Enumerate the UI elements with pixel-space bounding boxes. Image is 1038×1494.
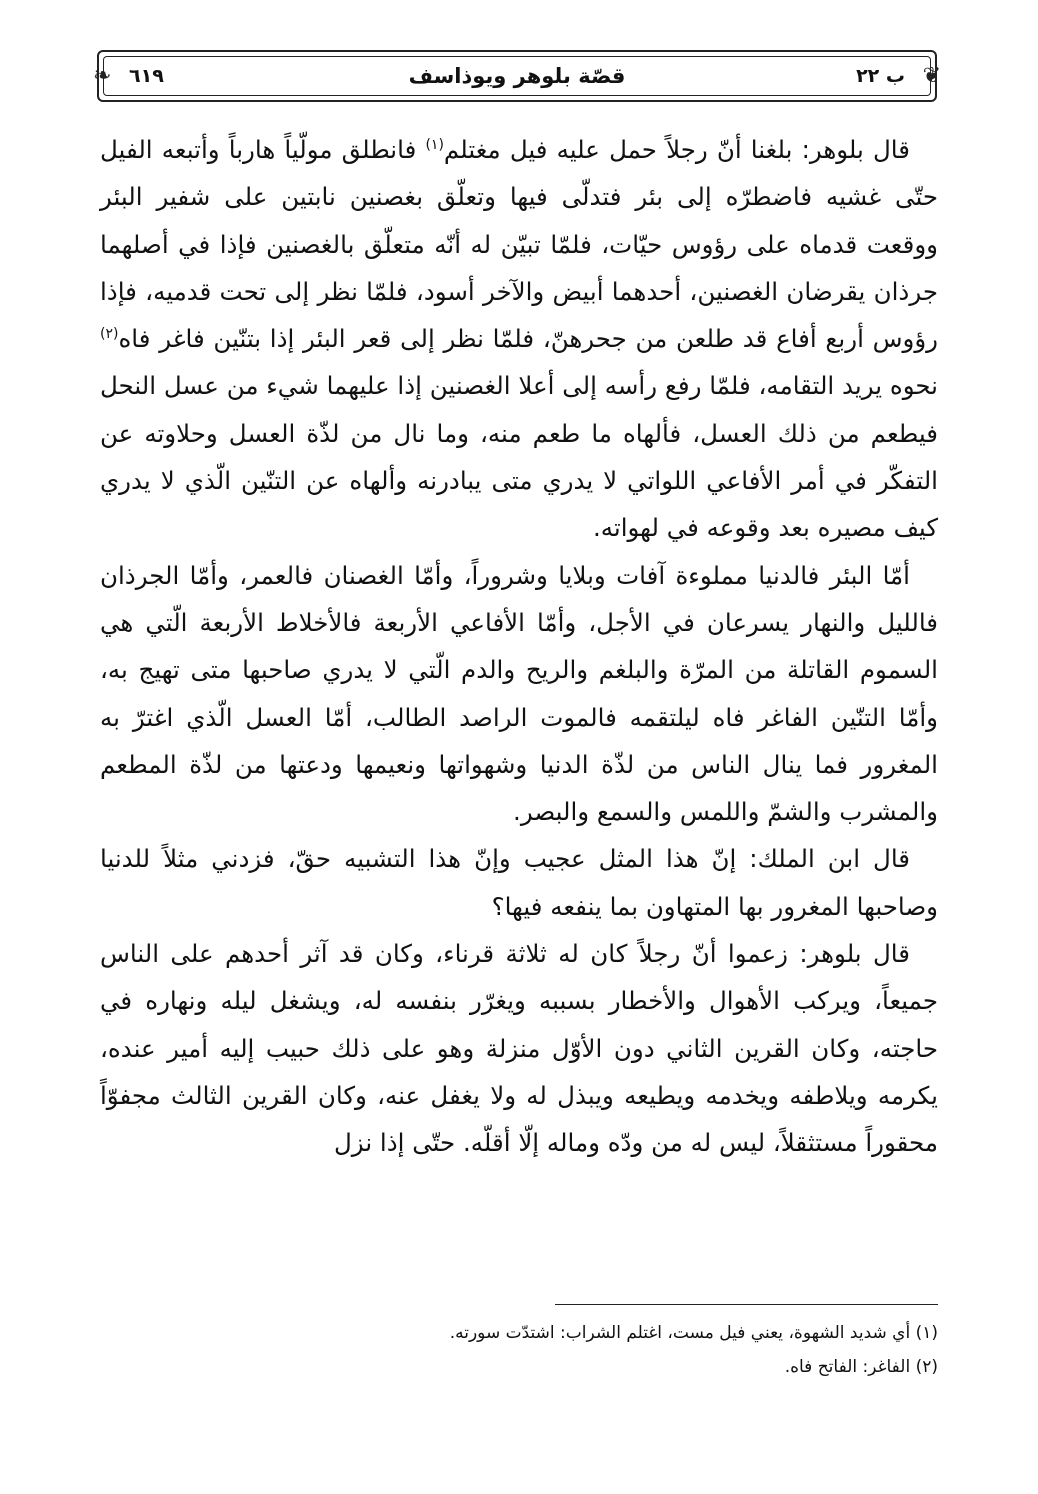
- running-title: قصّة بلوهر ويوذاسف: [408, 64, 626, 88]
- footnote-ref-1: (١): [425, 136, 444, 153]
- footnote-divider: [555, 1304, 938, 1305]
- paragraph: قال بلوهر: زعموا أنّ رجلاً كان له ثلاثة قرناء، وكان قد آثر أحدهم على الناس جميعاً، ويركب الأهوال والأخطار بسببه ويغرّر بنفسه له، ويشغل ليله ونهاره في حاجته، وكان القرين الثاني دون الأوّل منزلة وهو على ذلك حبيب إليه أمير عنده، يكرمه ويلاطفه ويخدمه ويطيعه ويبذل له ولا يغفل عنه، وكان القرين الثالث مجفوّاً محقوراً مستثقلاً، ليس له من ودّه وماله إلّا أقلّه. حتّى إذا نزل: [100, 939, 938, 1158]
- header-ornament-right-icon: ❦: [922, 63, 941, 89]
- main-text: [100, 126, 938, 1167]
- paragraph: قال ابن الملك: إنّ هذا المثل عجيب وإنّ هذا التشبيه حقّ، فزدني مثلاً للدنيا وصاحبها المغرور بها المتهاون بما ينفعه فيها؟: [100, 844, 938, 921]
- page-number: ٦١٩: [129, 65, 164, 87]
- footnotes: [100, 1316, 938, 1384]
- footnote-1: (١) أي شديد الشهوة، يعني فيل مست، اغتلم الشراب: اشتدّت سورته.: [449, 1323, 938, 1343]
- footnote-2: (٢) الفاغر: الفاتح فاه.: [784, 1357, 938, 1377]
- footnote-ref-2: (٢): [100, 326, 119, 343]
- header-ornament-left-icon: ❧: [93, 63, 112, 89]
- paragraph: أمّا البئر فالدنيا مملوءة آفات وبلايا وشروراً، وأمّا الغصنان فالعمر، وأمّا الجرذان فالليل والنهار يسرعان في الأجل، وأمّا الأفاعي الأربعة فالأخلاط الأربعة الّتي هي السموم القاتلة من المرّة والبلغم والريح والدم الّتي لا يدري صاحبها متى تهيج به، وأمّا التنّين الفاغر فاه ليلتقمه فالموت الراصد الطالب، أمّا العسل الّذي اغترّ به المغرور فما ينال الناس من لذّة الدنيا وشهواتها ونعيمها ودعتها من لذّة المطعم والمشرب والشمّ واللمس والسمع والبصر.: [100, 560, 938, 827]
- page-header: [93, 50, 941, 102]
- paragraph: قال بلوهر: بلغنا أنّ رجلاً حمل عليه فيل مغتلم$^{(١)}$ فانطلق مولّياً هارباً وأتبعه الفيل حتّى غشيه فاضطرّه إلى بئر فتدلّى فيها وتعلّق بغصنين نابتين على شفير البئر ووقعت قدماه على رؤوس حيّات، فلمّا تبيّن له أنّه متعلّق بالغصنين فإذا في أصلهما جرذان يقرضان الغصنين، أحدهما أبيض والآخر أسود، فلمّا نظر إلى تحت قدميه، فإذا رؤوس أربع أفاع قد طلعن من جحرهنّ، فلمّا نظر إلى قعر البئر إذا بتنّين فاغر فاه$^{(٢)}$ نحوه يريد التقامه، فلمّا رفع رأسه إلى أعلا الغصنين إذا عليهما شيء من عسل النحل فيطعم من ذلك العسل، فألهاه ما طعم منه، وما نال من لذّة العسل وحلاوته عن التفكّر في أمر الأفاعي اللواتي لا يدري متى يبادرنه وألهاه عن التنّين الّذي لا يدري كيف مصيره بعد وقوعه في لهواته.: [100, 135, 938, 543]
- chapter-reference: ب ٢٢: [856, 65, 905, 87]
